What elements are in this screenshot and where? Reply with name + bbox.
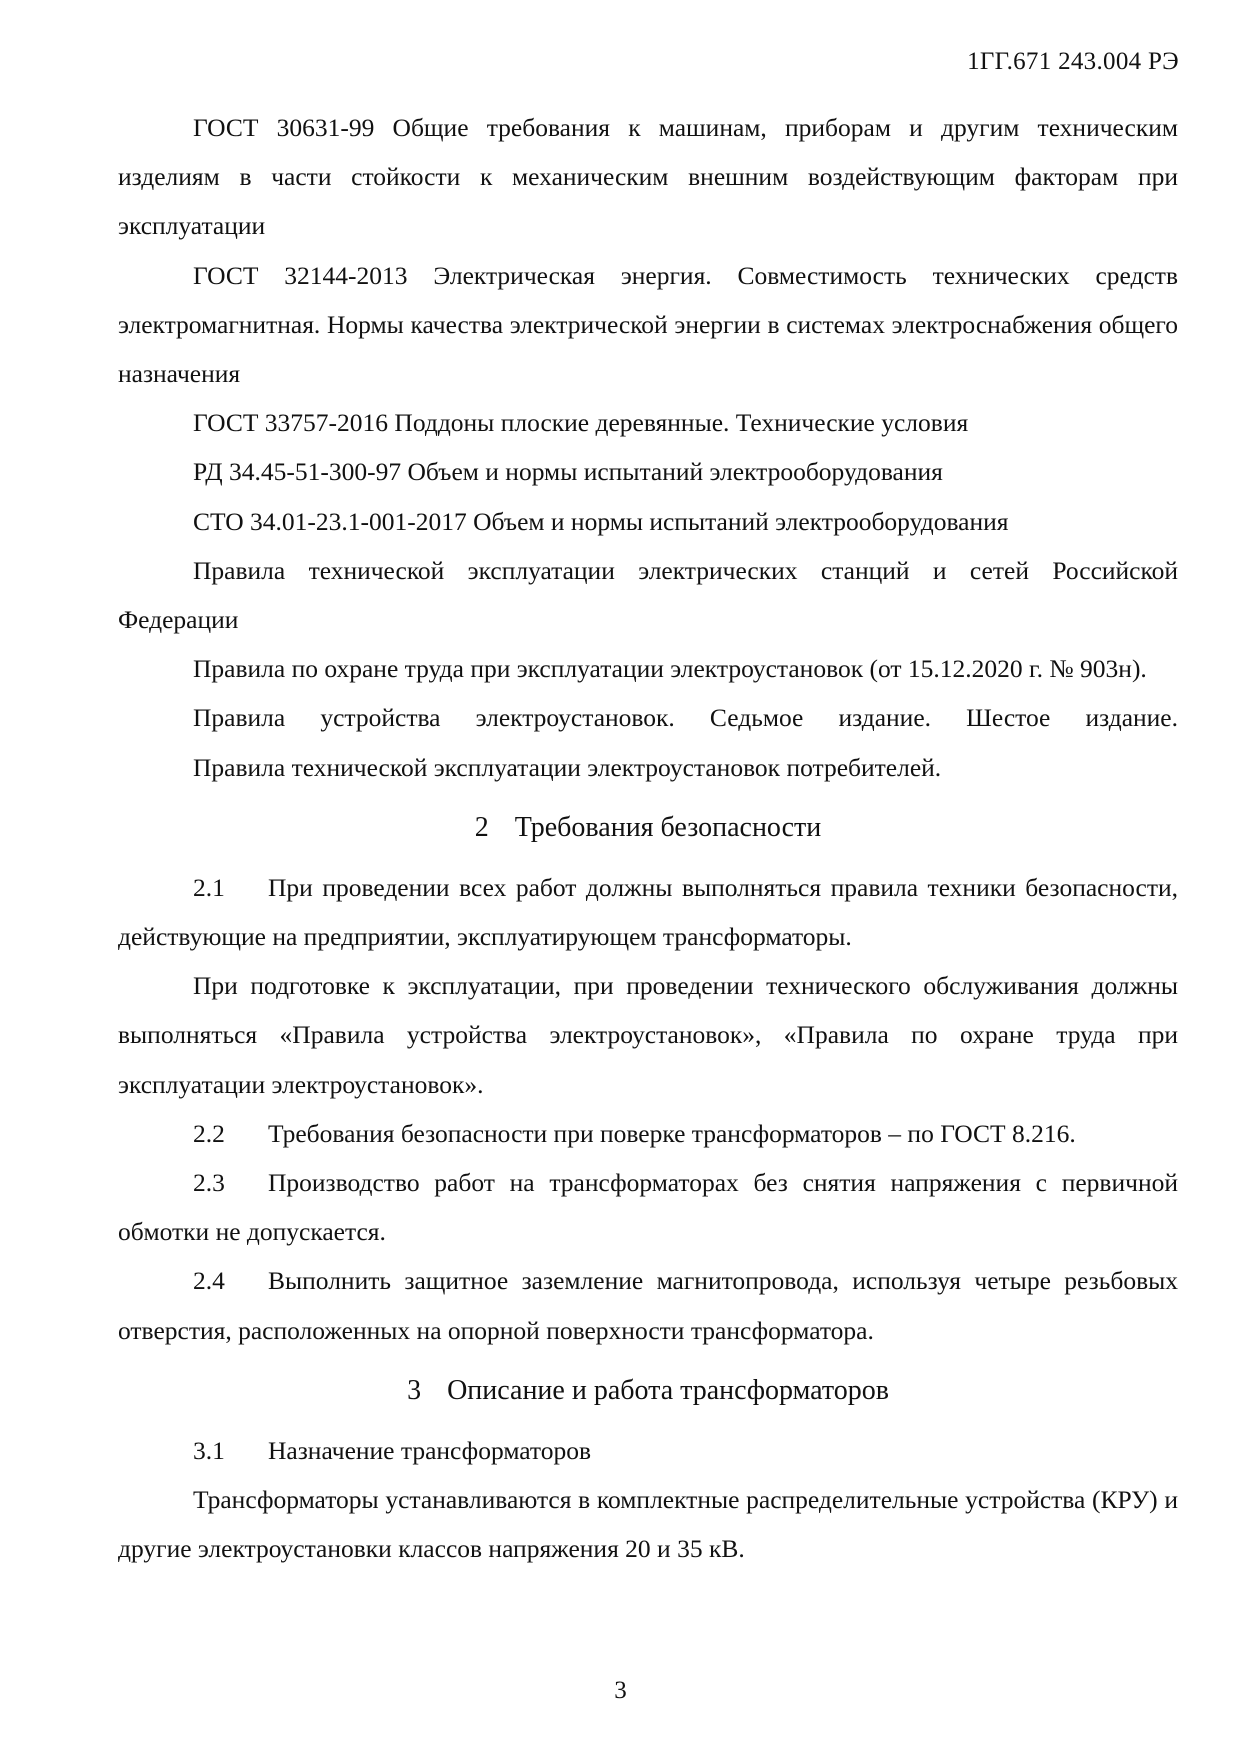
reference-item: Правила технической эксплуатации электрических станций и сетей Российской Федерации xyxy=(118,555,1178,635)
reference-item: РД 34.45-51-300-97 Объем и нормы испытаний электрооборудования xyxy=(193,457,943,487)
section-heading-description xyxy=(118,1366,1178,1415)
subsection-heading xyxy=(118,1426,1178,1475)
reference-item: Правила устройства электроустановок. Седьмое издание. Шестое издание. xyxy=(193,703,1178,733)
body-paragraph: Трансформаторы устанавливаются в комплектные распределительные устройства (КРУ) и другие электроустановки классов напряжения 20 и 35 кВ. xyxy=(118,1485,1178,1564)
reference-item: Правила по охране труда при эксплуатации электроустановок (от 15.12.2020 г. № 903н). xyxy=(193,654,1147,684)
clause-number: 2.2 xyxy=(193,1118,225,1148)
clause-number: 2.4 xyxy=(193,1266,225,1296)
reference-item: Правила технической эксплуатации электроустановок потребителей. xyxy=(193,752,942,782)
section-number: 3 xyxy=(407,1374,422,1406)
clause-item xyxy=(118,1256,1178,1354)
clause-item xyxy=(118,1109,1178,1158)
reference-item: СТО 34.01-23.1-001-2017 Объем и нормы испытаний электрооборудования xyxy=(193,506,1009,536)
section-number: 2 xyxy=(474,811,489,843)
page-number: 3 xyxy=(614,1677,627,1704)
clause-number: 2.1 xyxy=(193,872,225,902)
reference-item: ГОСТ 32144-2013 Электрическая энергия. Совместимость технических средств электромагнитная. Нормы качества электрической энергии в системах электроснабжения общего назначения xyxy=(118,260,1178,389)
subsection-number: 3.1 xyxy=(193,1435,225,1465)
page-content xyxy=(118,103,1178,1573)
clause-number: 2.3 xyxy=(193,1168,225,1198)
document-code: 1ГГ.671 243.004 РЭ xyxy=(967,48,1179,75)
clause-text: Производство работ на трансформаторах без снятия напряжения с первичной обмотки не допускается. xyxy=(118,1168,1178,1247)
reference-item: ГОСТ 33757-2016 Поддоны плоские деревянные. Технические условия xyxy=(193,408,969,438)
clause-paragraph: При подготовке к эксплуатации, при проведении технического обслуживания должны выполняться «Правила устройства электроустановок», «Правила по охране труда при эксплуатации электроустановок». xyxy=(118,971,1178,1099)
section-title: Требования безопасности xyxy=(514,811,822,843)
subsection-title: Назначение трансформаторов xyxy=(268,1435,592,1465)
clause-item xyxy=(118,1158,1178,1256)
clause-item xyxy=(118,863,1178,961)
section-heading-safety xyxy=(118,803,1178,852)
section-title: Описание и работа трансформаторов xyxy=(447,1374,889,1406)
reference-item: ГОСТ 30631-99 Общие требования к машинам, приборам и другим техническим изделиям в части стойкости к механическим внешним воздействующим факторам при эксплуатации xyxy=(118,113,1178,241)
clause-text: Выполнить защитное заземление магнитопровода, используя четыре резьбовых отверстия, расположенных на опорной поверхности трансформатора. xyxy=(118,1266,1178,1345)
clause-text: При проведении всех работ должны выполняться правила техники безопасности, действующие на предприятии, эксплуатирующем трансформаторы. xyxy=(118,872,1178,952)
clause-text: Требования безопасности при поверке трансформаторов – по ГОСТ 8.216. xyxy=(268,1118,1076,1148)
